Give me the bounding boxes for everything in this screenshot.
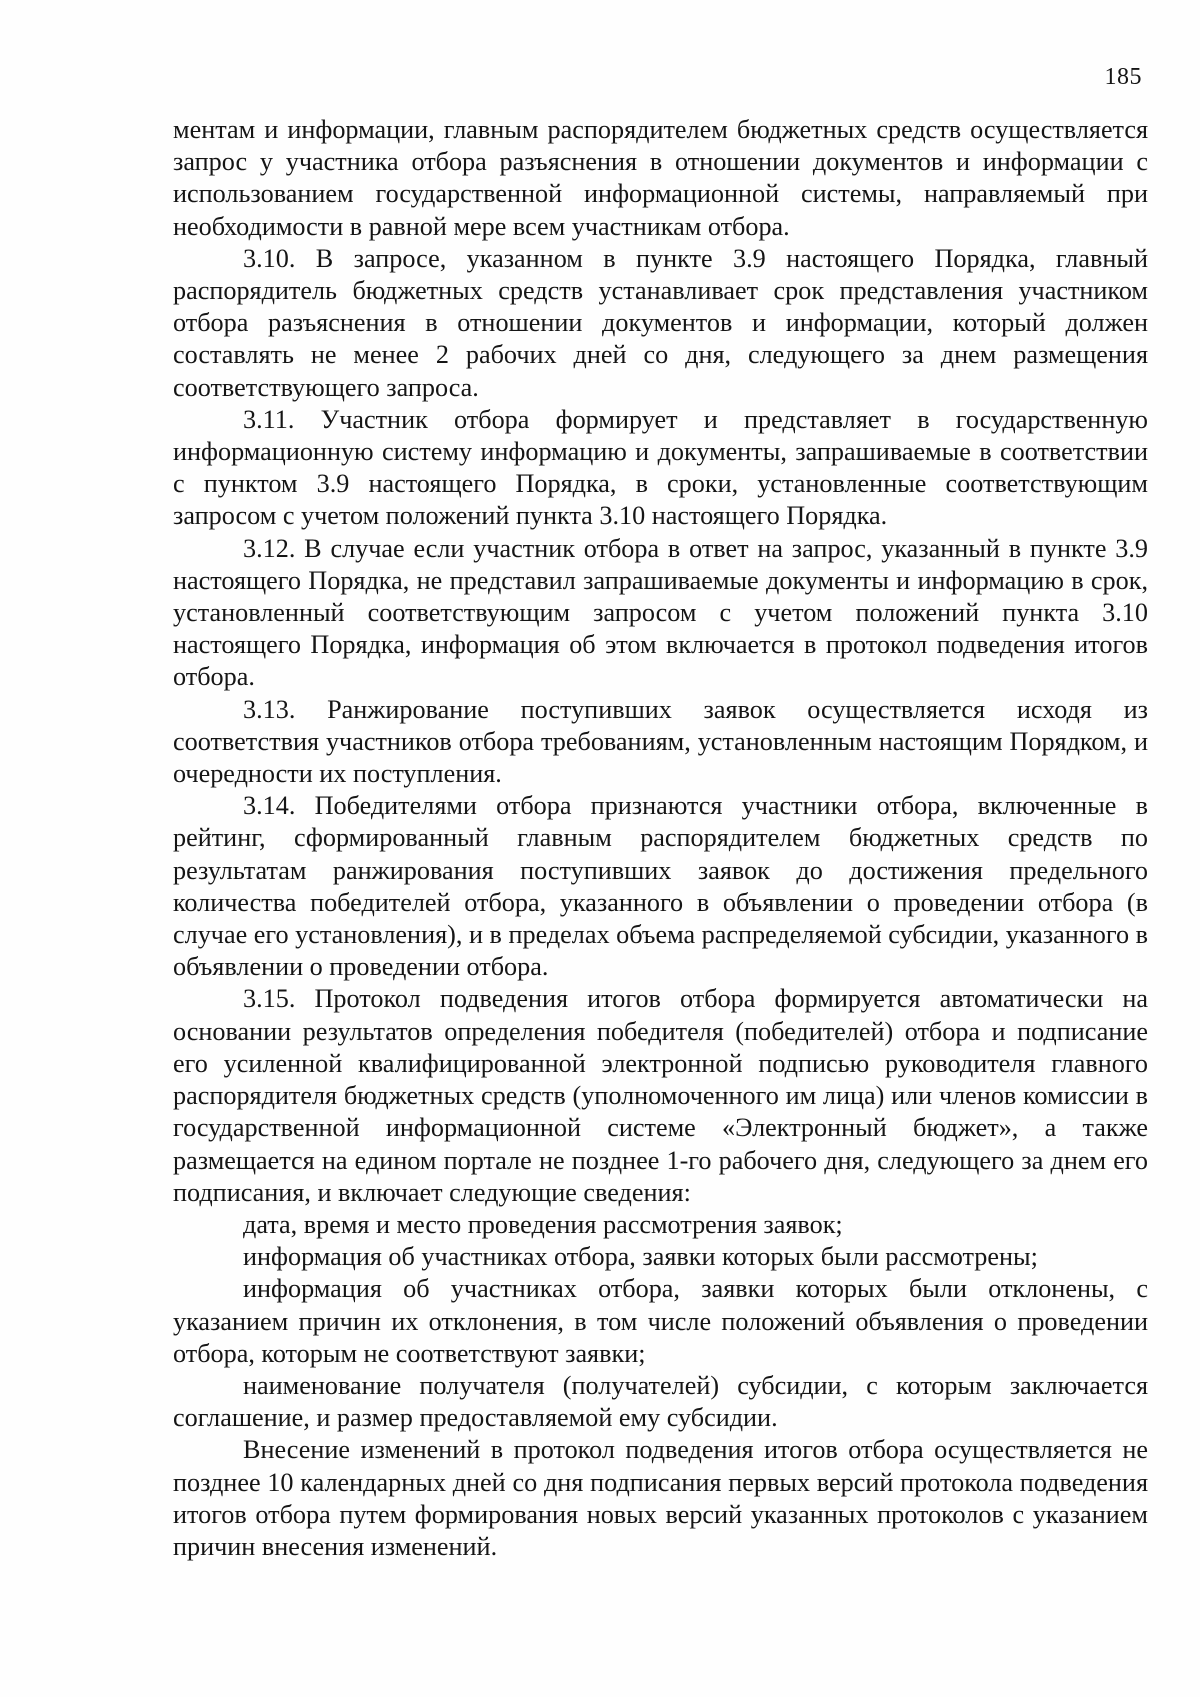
- list-item-reviewed-participants: информация об участниках отбора, заявки которых были рассмотрены;: [243, 1242, 1038, 1272]
- paragraph-3-14: 3.14. Победителями отбора признаются участники отбора, включенные в рейтинг, сформированный главным распорядителем бюджетных средств по результатам ранжирования поступивших заявок до достижения предельного количества победителей отбора, указанного в объявлении о проведении отбора (в случае его установления), и в пределах объема распределяемой субсидии, указанного в объявлении о проведении отбора.: [173, 791, 1148, 982]
- page-number: 185: [1104, 64, 1142, 90]
- document-body: [173, 114, 1148, 1563]
- paragraph-3-10: 3.10. В запросе, указанном в пункте 3.9 настоящего Порядка, главный распорядитель бюджетных средств устанавливает срок представления участником отбора разъяснения в отношении документов и информации, который должен составлять не менее 2 рабочих дней со дня, следующего за днем размещения соответствующего запроса.: [173, 243, 1148, 402]
- paragraph-3-15: 3.15. Протокол подведения итогов отбора формируется автоматически на основании результатов определения победителя (победителей) отбора и подписание его усиленной квалифицированной электронной подписью руководителя главного распорядителя бюджетных средств (уполномоченного им лица) или членов комиссии в государственной информационной системе «Электронный бюджет», а также размещается на едином портале не позднее 1-го рабочего дня, следующего за днем его подписания, и включает следующие сведения:: [173, 984, 1148, 1207]
- list-item-recipient-name: наименование получателя (получателей) субсидии, с которым заключается соглашение, и размер предоставляемой ему субсидии.: [173, 1370, 1148, 1433]
- paragraph-3-12: 3.12. В случае если участник отбора в ответ на запрос, указанный в пункте 3.9 настоящего Порядка, не представил запрашиваемые документы и информацию в срок, установленный соответствующим запросом с учетом положений пункта 3.10 настоящего Порядка, информация об этом включается в протокол подведения итогов отбора.: [173, 533, 1148, 692]
- paragraph-protocol-changes: Внесение изменений в протокол подведения итогов отбора осуществляется не позднее 10 календарных дней со дня подписания первых версий протокола подведения итогов отбора путем формирования новых версий указанных протоколов с указанием причин внесения изменений.: [173, 1435, 1148, 1561]
- paragraph-continuation: ментам и информации, главным распорядителем бюджетных средств осуществляется запрос у участника отбора разъяснения в отношении документов и информации с использованием государственной информационной системы, направляемый при необходимости в равной мере всем участникам отбора.: [173, 115, 1148, 241]
- paragraph-3-11: 3.11. Участник отбора формирует и представляет в государственную информационную систему информацию и документы, запрашиваемые в соответствии с пунктом 3.9 настоящего Порядка, в сроки, установленные соответствующим запросом с учетом положений пункта 3.10 настоящего Порядка.: [173, 404, 1148, 531]
- list-item-rejected-participants: информация об участниках отбора, заявки которых были отклонены, с указанием причин их отклонения, в том числе положений объявления о проведении отбора, которым не соответствуют заявки;: [173, 1274, 1148, 1368]
- list-item-date-time-place: дата, время и место проведения рассмотрения заявок;: [243, 1209, 843, 1239]
- paragraph-3-13: 3.13. Ранжирование поступивших заявок осуществляется исходя из соответствия участников отбора требованиям, установленным настоящим Порядком, и очередности их поступления.: [173, 694, 1148, 789]
